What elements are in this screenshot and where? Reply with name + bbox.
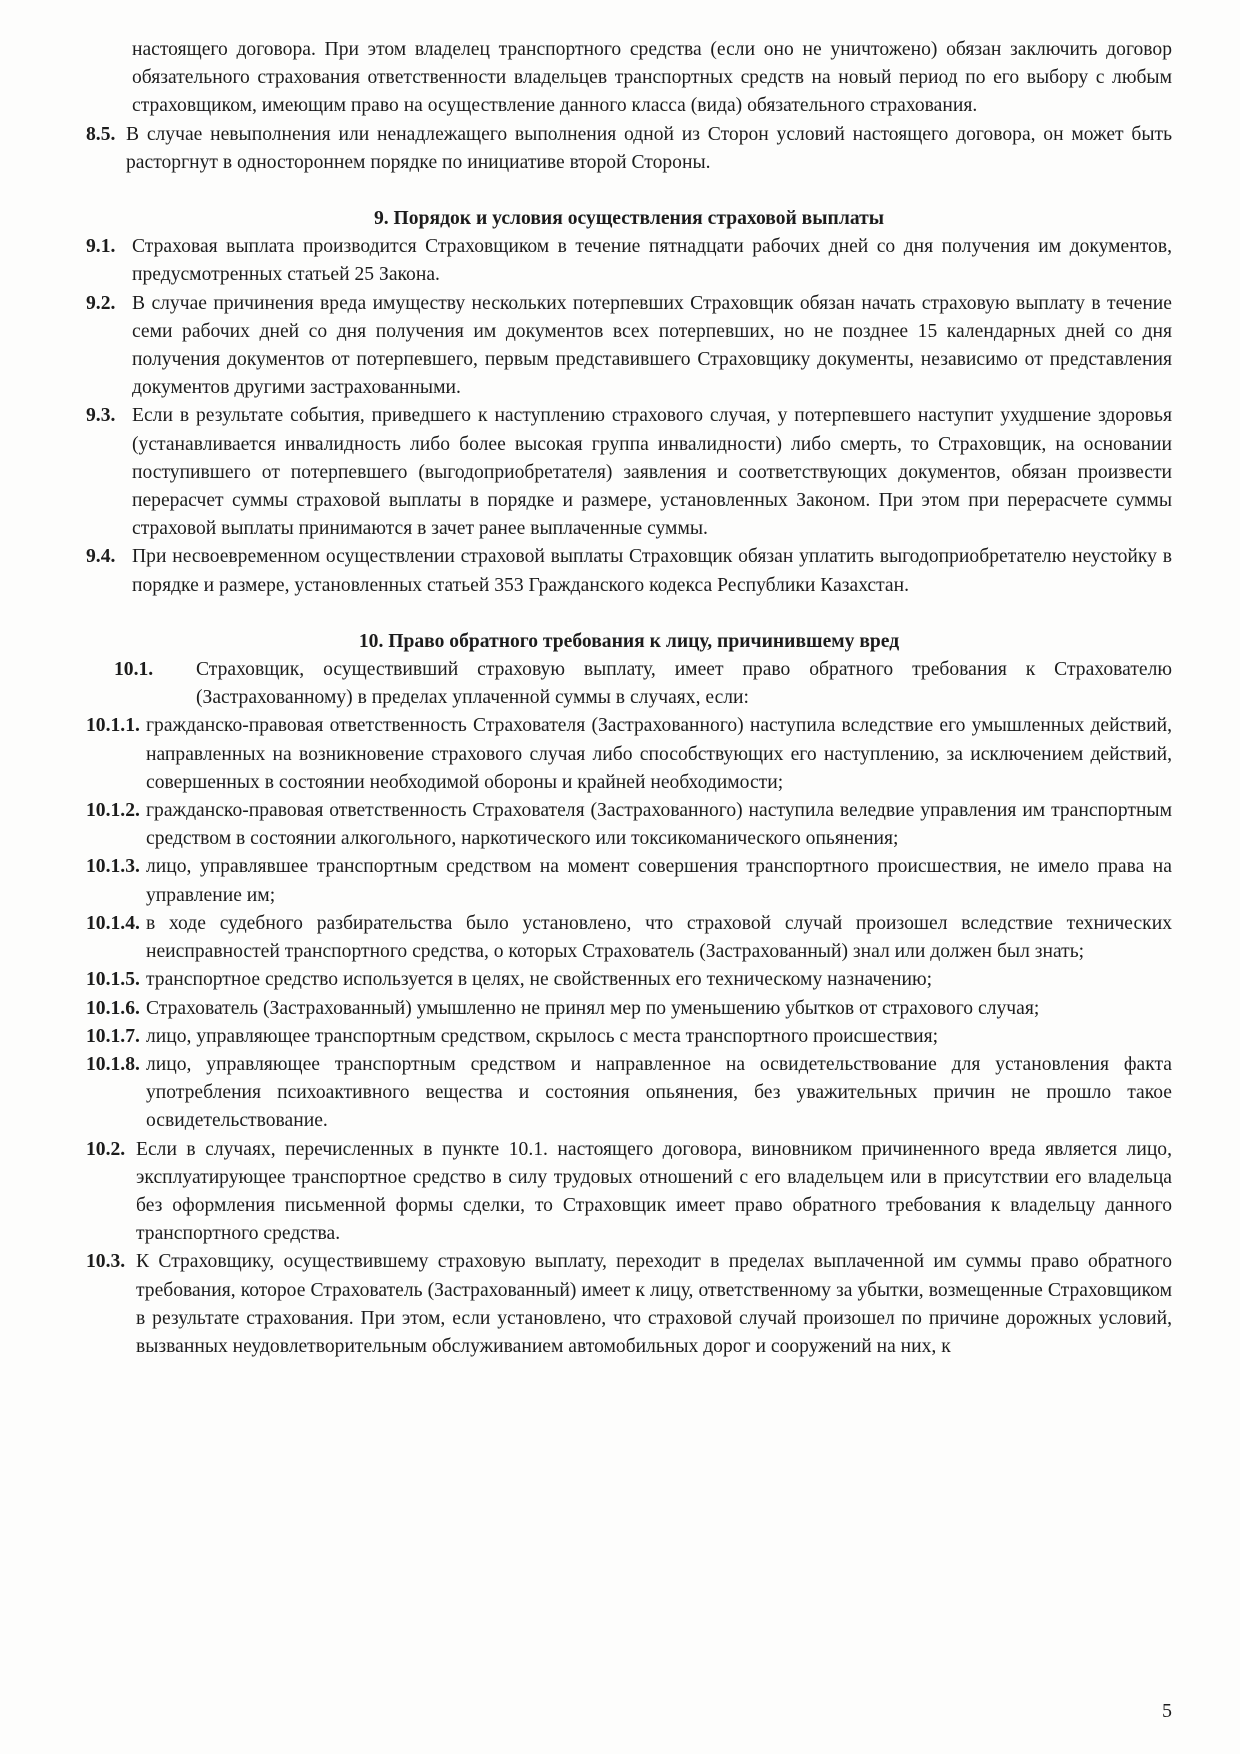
clause-10-1-1 <box>86 712 1172 797</box>
clause-number: 8.5. <box>86 123 116 145</box>
clause-number: 9.4. <box>86 546 116 568</box>
clause-number: 10.1.1. <box>86 715 140 737</box>
clause-number: 10.3. <box>86 1251 126 1273</box>
clause-10-1-5 <box>86 966 1172 994</box>
clause-text: В случае причинения вреда имуществу нескольких потерпевших Страховщик обязан начать страховую выплату в течение семи рабочих дней со дня получения им документов всех потерпевших, но не позднее 15 календарных дней со дня получения документов от потерпевшего, первым представившего Страховщику документы, независимо от представления документов другими застрахованными. <box>132 292 1172 399</box>
clause-number: 10.1.4. <box>86 912 140 934</box>
clause-10-2 <box>86 1136 1172 1249</box>
clause-10-1-6 <box>86 995 1172 1023</box>
clause-text: гражданско-правовая ответственность Страхователя (Застрахованного) наступила вследствие его умышленных действий, направленных на возникновение страхового случая либо способствующих его наступлению, за исключением действий, совершенных в состоянии необходимой обороны и крайней необходимости; <box>146 715 1172 793</box>
clause-number: 9.1. <box>86 236 116 258</box>
clause-9-4 <box>86 543 1172 599</box>
clause-number: 10.1. <box>114 659 154 681</box>
clause-9-2 <box>86 290 1172 403</box>
clause-number: 10.1.6. <box>86 997 140 1019</box>
clause-10-3 <box>86 1248 1172 1361</box>
clause-10-1-4 <box>86 910 1172 966</box>
clause-text: лицо, управляющее транспортным средством и направленное на освидетельствование для установления факта употребления психоактивного вещества и состояния опьянения, без уважительных причин не прошло такое освидетельствование. <box>146 1053 1172 1132</box>
clause-text: При несвоевременном осуществлении страховой выплаты Страховщик обязан уплатить выгодоприобретателю неустойку в порядке и размере, установленных статьей 353 Гражданского кодекса Республики Казахстан. <box>132 546 1172 596</box>
clause-text: Если в случаях, перечисленных в пункте 10.1. настоящего договора, виновником причиненного вреда является лицо, эксплуатирующее транспортное средство в силу трудовых отношений с его владельцем или в присутствии его владельца без оформления письменной формы сделки, то Страховщик имеет право обратного требования к владельцу данного транспортного средства. <box>136 1138 1172 1245</box>
section-9-title: 9. Порядок и условия осуществления страховой выплаты <box>373 208 885 230</box>
clause-number: 10.1.8. <box>86 1053 140 1075</box>
clause-9-3 <box>86 402 1172 543</box>
clause-text: лицо, управлявшее транспортным средством на момент совершения транспортного происшествия, не имело права на управление им; <box>146 856 1172 906</box>
clause-text: В случае невыполнения или ненадлежащего выполнения одной из Сторон условий настоящего договора, он может быть расторгнут в одностороннем порядке по инициативе второй Стороны. <box>126 123 1172 173</box>
clause-text: Если в результате события, приведшего к наступлению страхового случая, у потерпевшего наступит ухудшение здоровья (устанавливается инвалидность либо более высокая группа инвалидности) либо смерть, то Страховщик, на основании поступившего от потерпевшего (выгодоприобретателя) заявления и соответствующих документов, обязан произвести перерасчет суммы страховой выплаты в порядке и размере, установленных Законом. При этом при перерасчете суммы страховой выплаты принимаются в зачет ранее выплаченные суммы. <box>132 405 1172 540</box>
clause-text: гражданско-правовая ответственность Страхователя (Застрахованного) наступила веледвие управления им транспортным средством в состоянии алкогольного, наркотического или токсикоманического опьянения; <box>146 800 1172 850</box>
clause-10-1-3 <box>86 853 1172 909</box>
clause-number: 10.1.2. <box>86 800 140 822</box>
clause-text: Страховая выплата производится Страховщиком в течение пятнадцати рабочих дней со дня получения им документов, предусмотренных статьей 25 Закона. <box>132 236 1172 286</box>
clause-number: 10.1.3. <box>86 856 140 878</box>
section-10-title: 10. Право обратного требования к лицу, причинившему вред <box>358 630 900 652</box>
clause-text: транспортное средство используется в целях, не свойственных его техническому назначению; <box>146 969 933 991</box>
section8-continuation: настоящего договора. При этом владелец транспортного средства (если оно не уничтожено) обязан заключить договор обязательного страхования ответственности владельцев транспортных средств на новый период по его выбору с любым страховщиком, имеющим право на осуществление данного класса (вида) обязательного страхования. <box>132 39 1172 117</box>
clause-number: 10.1.7. <box>86 1025 140 1047</box>
clause-text: Страховщик, осуществивший страховую выплату, имеет право обратного требования к Страхователю (Застрахованному) в пределах уплаченной суммы в случаях, если: <box>196 659 1172 709</box>
clause-number: 10.1.5. <box>86 969 140 991</box>
clause-number: 9.2. <box>86 292 116 314</box>
page-number: 5 <box>1162 1700 1172 1722</box>
clause-9-1 <box>86 233 1172 289</box>
clause-10-1-7 <box>86 1023 1172 1051</box>
clause-10-1 <box>86 656 1172 712</box>
clause-text: Страхователь (Застрахованный) умышленно не принял мер по уменьшению убытков от страхового случая; <box>146 997 1040 1019</box>
clause-8-5 <box>86 121 1172 177</box>
spacer <box>86 600 1172 628</box>
clause-number: 9.3. <box>86 405 116 427</box>
clause-number: 10.2. <box>86 1138 126 1160</box>
spacer <box>86 177 1172 205</box>
clause-text: лицо, управляющее транспортным средством, скрылось с места транспортного происшествия; <box>146 1025 939 1047</box>
clause-10-1-8 <box>86 1051 1172 1136</box>
clause-text: К Страховщику, осуществившему страховую выплату, переходит в пределах выплаченной им суммы право обратного требования, которое Страхователь (Застрахованный) имеет к лицу, ответственному за убытки, возмещенные Страховщиком в результате страхования. При этом, если установлено, что страховой случай произошел по причине дорожных условий, вызванных неудовлетворительным обслуживанием автомобильных дорог и сооружений на них, к <box>136 1251 1172 1357</box>
document-body <box>86 36 1172 1361</box>
clause-text: в ходе судебного разбирательства было установлено, что страховой случай произошел вследствие технических неисправностей транспортного средства, о которых Страхователь (Застрахованный) знал или должен был знать; <box>146 912 1172 963</box>
clause-10-1-2 <box>86 797 1172 853</box>
